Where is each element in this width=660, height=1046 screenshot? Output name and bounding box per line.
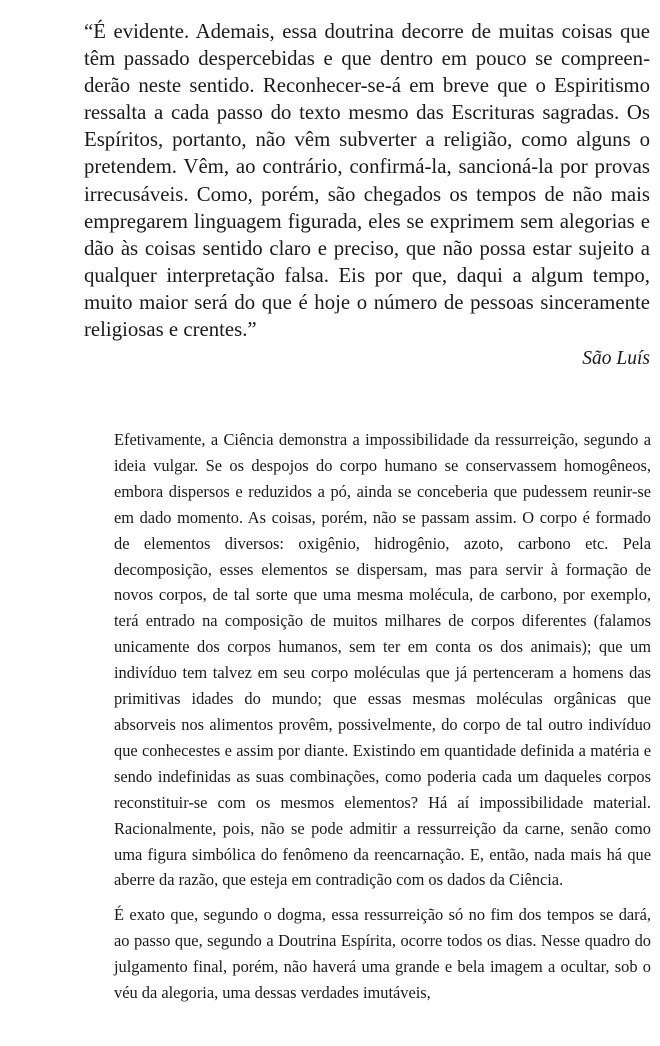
body-text bbox=[114, 427, 651, 1006]
body-paragraph-1: Efetivamente, a Ciência demonstra a impossibilidade da ressurreição, segundo a ideia vulgar. Se os despojos do corpo humano se conservassem homogêneos, embora dispersos e reduzidos a pó, ainda se conceberia que pudessem reunir-se em dado momento. As coisas, porém, não se passam assim. O corpo é formado de elementos diversos: oxigênio, hidrogênio, azoto, carbono etc. Pela decomposição, esses elementos se dispersam, mas para servir à formação de novos corpos, de tal sorte que uma mesma molécula, de carbono, por exemplo, terá entrado na composição de muitos milhares de corpos diferentes (falamos unicamente dos corpos humanos, sem ter em conta os dos animais); que um indivíduo tem talvez em seu corpo moléculas que já pertenceram a homens das primitivas idades do mundo; que essas mesmas moléculas orgânicas que absorveis nos alimentos provêm, possivelmente, do corpo de tal outro indivíduo que conhecestes e assim por diante. Existindo em quantidade definida a matéria e sendo indefinidas as suas combinações, como poderia cada um daqueles corpos reconstituir-se com os mesmos elementos? Há aí impossibilidade material. Racionalmente, pois, não se pode admitir a ressurreição da carne, senão como uma figura simbólica do fenômeno da reencarnação. E, então, nada mais há que aberre da razão, que esteja em contradição com os dados da Ciência. bbox=[114, 430, 651, 890]
quotation-block bbox=[84, 18, 650, 372]
body-paragraph-2: É exato que, segundo o dogma, essa ressurreição só no fim dos tempos se dará, ao passo que, segundo a Doutrina Espírita, ocorre todos os dias. Nesse quadro do julgamento final, porém, não haverá uma grande e bela imagem a ocultar, sob o véu da alegoria, uma dessas verdades imutáveis, bbox=[114, 905, 651, 1003]
quotation-attribution: São Luís bbox=[582, 348, 650, 370]
quotation-text: “É evidente. Ademais, essa doutrina decorre de muitas coisas que têm passado despercebidas e que dentro em pouco se compreenderão neste sentido. Reconhecer-se-á em breve que o Espiritismo ressalta a cada passo do texto mesmo das Escrituras sagradas. Os Espíritos, portanto, não vêm subverter a religião, como alguns o pretendem. Vêm, ao contrário, confirmá-la, sancioná-la por provas irrecusáveis. Como, porém, são chegados os tempos de não mais empregarem linguagem figurada, eles se exprimem sem alegorias e dão às coisas sentido claro e preciso, que não possa estar sujeito a qualquer interpretação falsa. Eis por que, daqui a algum tempo, muito maior será do que é hoje o número de pessoas sinceramente religiosas e crentes.” bbox=[84, 20, 650, 342]
